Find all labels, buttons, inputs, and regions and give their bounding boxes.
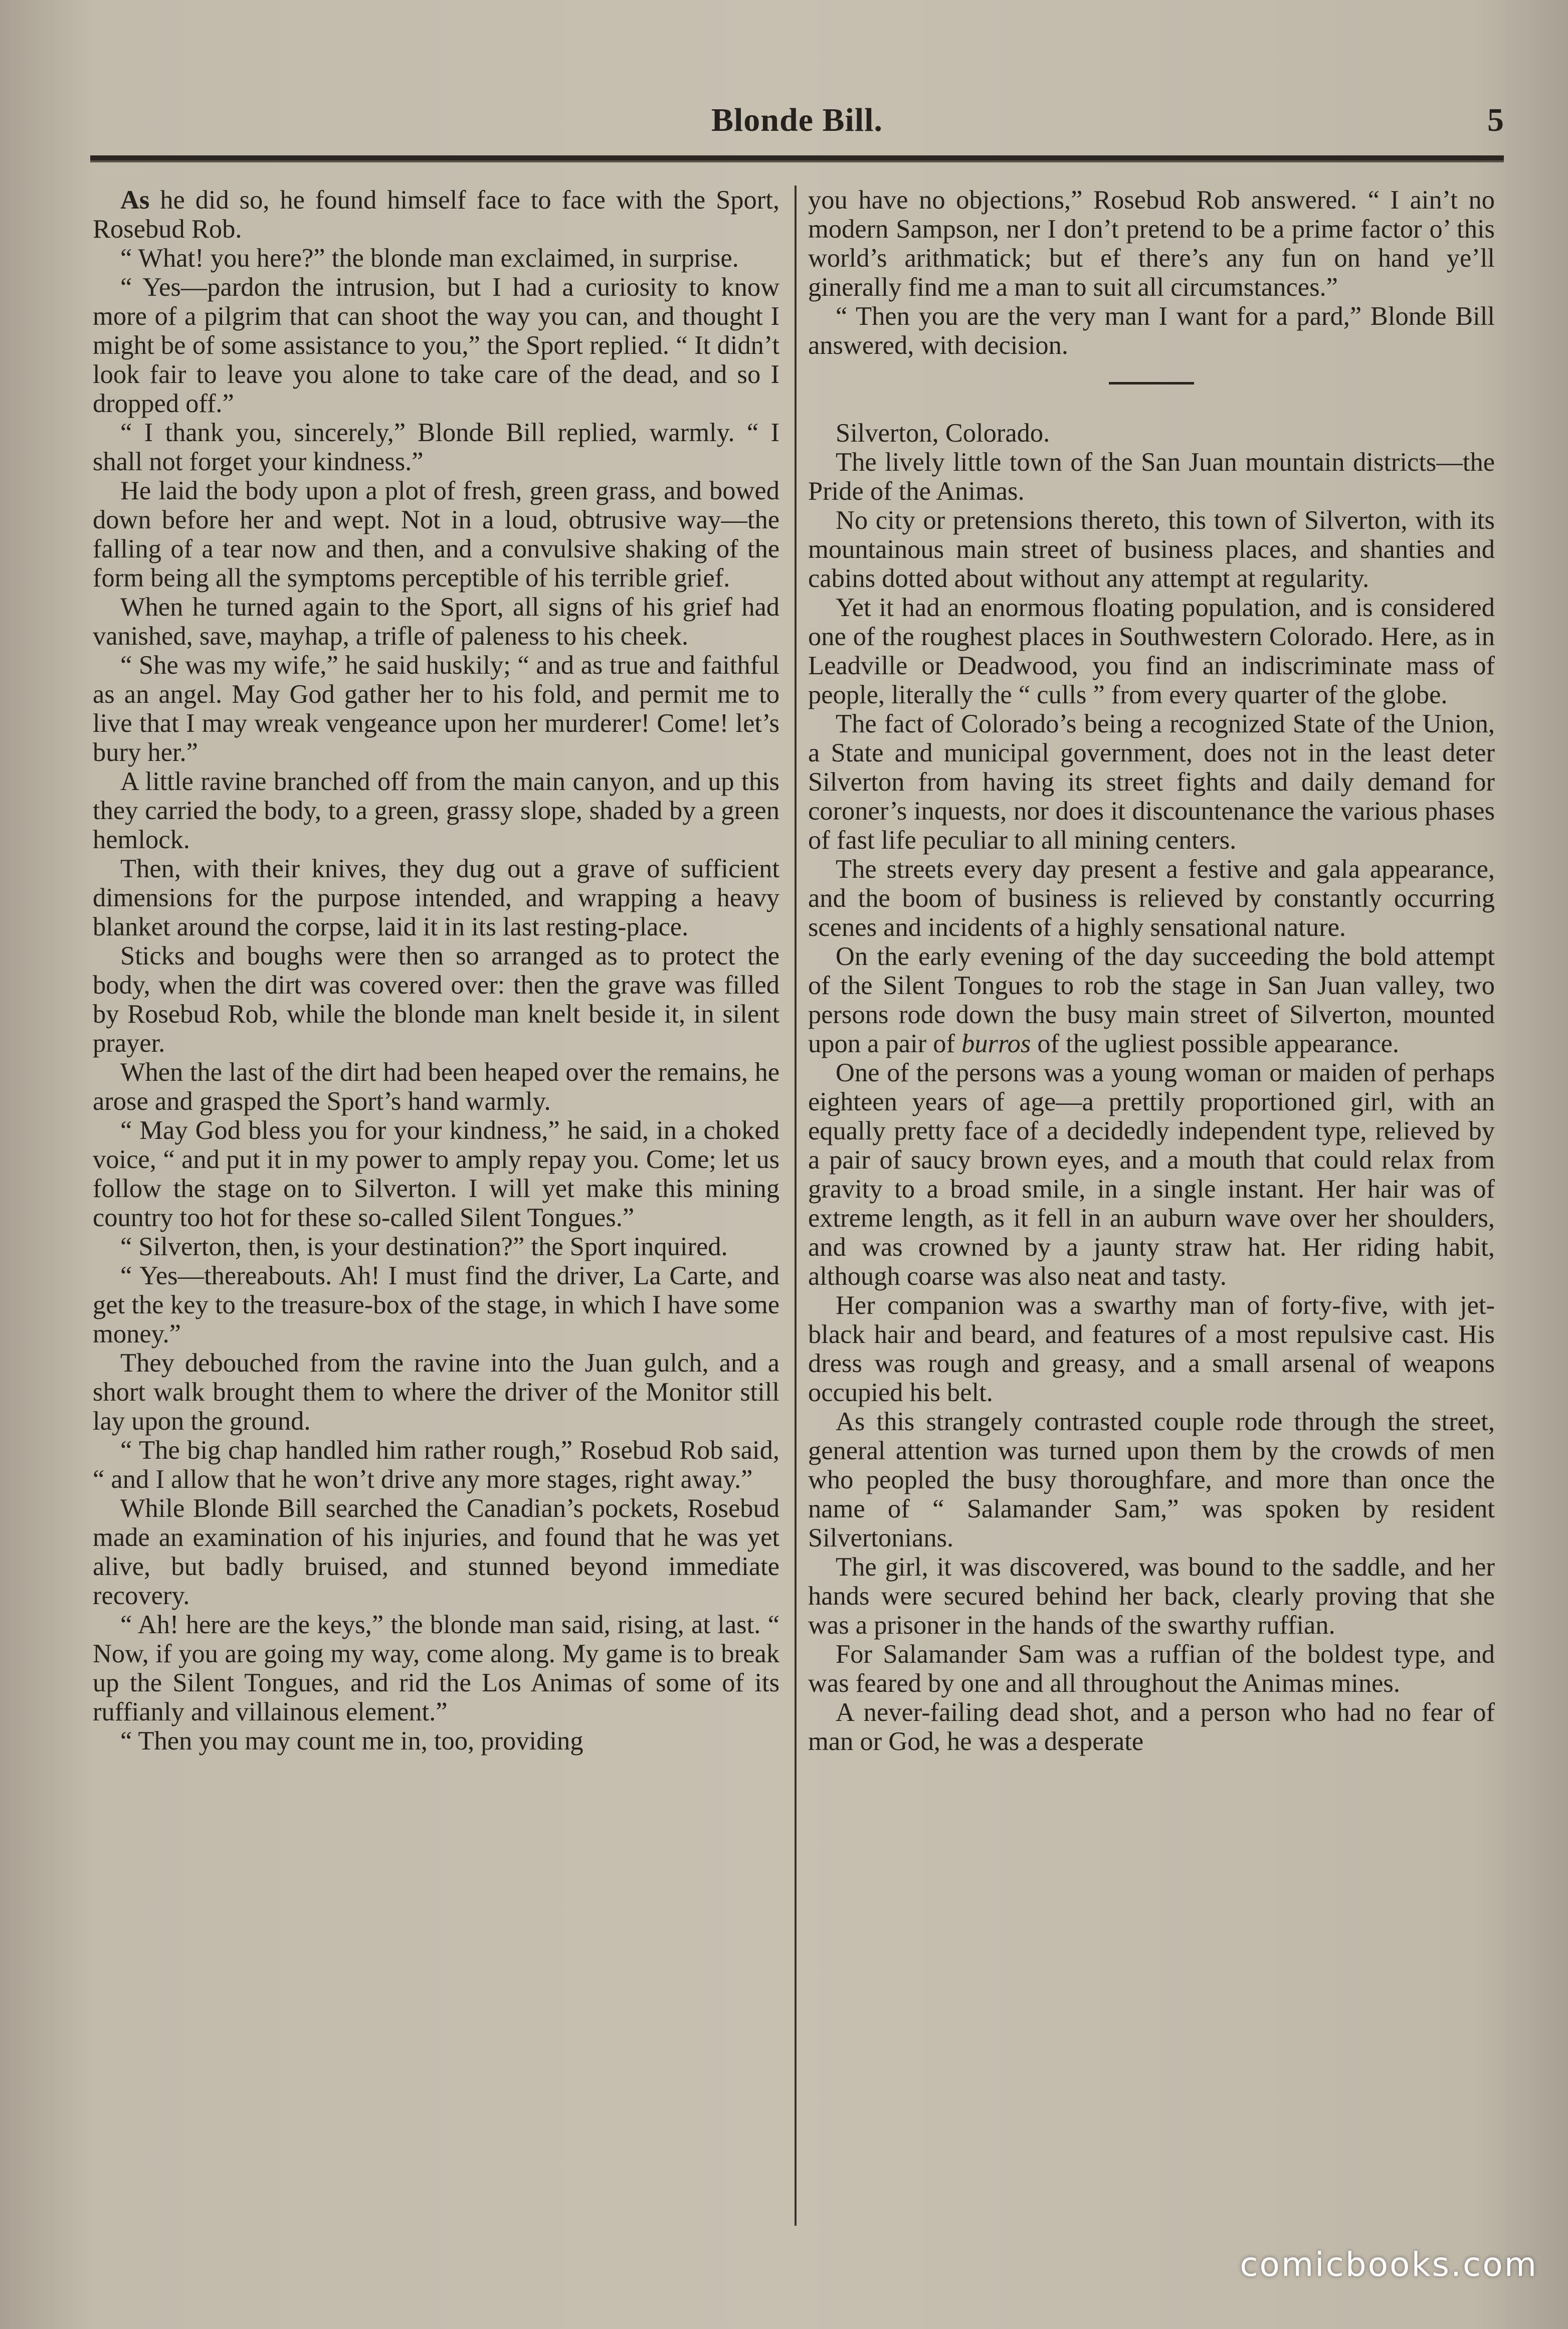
paragraph: The streets every day present a festive and gala appearance, and the boom of business is relieved by constantly occurring scenes and incidents of a highly sensational nature. (808, 855, 1495, 942)
opening-word: As (120, 185, 150, 215)
paragraph: The fact of Colorado’s being a recognized State of the Union, a State and municipal government, does not in the least deter Silverton from having its street fights and daily demand for coroner’s inquests, nor does it discountenance the various phases of fast life peculiar to all mining centers. (808, 709, 1495, 855)
paragraph: “ Then you are the very man I want for a pard,” Blonde Bill answered, with decision. (808, 302, 1495, 360)
paragraph: Then, with their knives, they dug out a grave of sufficient dimensions for the purpose intended, and wrapping a heavy blanket around the corpse, laid it in its last resting-place. (93, 854, 779, 941)
paragraph: “ Silverton, then, is your destination?” the Sport inquired. (120, 1232, 728, 1261)
paragraph: “ What! you here?” the blonde man exclaimed, in surprise. (120, 244, 739, 273)
paragraph: you have no objections,” Rosebud Rob answered. “ I ain’t no modern Sampson, ner I don’t pretend to be a prime factor o’ this world’s arithmatick; but ef there’s any fun on hand ye’ll ginerally find me a man to suit all circumstances.” (808, 185, 1495, 302)
left-column (93, 185, 779, 2226)
paragraph (808, 942, 1495, 1058)
paragraph: They debouched from the ravine into the Juan gulch, and a short walk brought them to where the driver of the Monitor still lay upon the ground. (93, 1348, 779, 1436)
paragraph: When the last of the dirt had been heaped over the remains, he arose and grasped the Sport’s hand warmly. (93, 1058, 779, 1116)
paragraph: “ She was my wife,” he said huskily; “ and as true and faithful as an angel. May God gather her to his fold, and permit me to live that I may wreak vengeance upon her murderer! Come! let’s bury her.” (93, 651, 779, 767)
paragraph-text: he did so, he found himself face to face with the Sport, Rosebud Rob. (93, 185, 779, 244)
section-break-rule (1109, 382, 1194, 384)
paragraph: He laid the body upon a plot of fresh, green grass, and bowed down before her and wept. Not in a loud, obtrusive way—the falling of a tear now and then, and a convulsive shaking of the form being all the symptoms perceptible of his terrible grief. (93, 476, 779, 593)
running-title: Blonde Bill. (711, 102, 883, 138)
paragraph: For Salamander Sam was a ruffian of the boldest type, and was feared by one and all throughout the Animas mines. (808, 1640, 1495, 1698)
paragraph: The lively little town of the San Juan mountain districts—the Pride of the Animas. (808, 448, 1495, 506)
paragraph: “ I thank you, sincerely,” Blonde Bill replied, warmly. “ I shall not forget your kindness.” (93, 418, 779, 476)
paragraph: Sticks and boughs were then so arranged as to protect the body, when the dirt was covered over: then the grave was filled by Rosebud Rob, while the blonde man knelt beside it, in silent prayer. (93, 941, 779, 1058)
paragraph (93, 185, 779, 244)
paragraph: When he turned again to the Sport, all signs of his grief had vanished, save, mayhap, a trifle of paleness to his cheek. (93, 593, 779, 651)
header-rule (90, 155, 1504, 162)
paragraph: While Blonde Bill searched the Canadian’s pockets, Rosebud made an examination of his injuries, and found that he was yet alive, but badly bruised, and stunned beyond immediate recovery. (93, 1494, 779, 1610)
paragraph: “ Yes—pardon the intrusion, but I had a curiosity to know more of a pilgrim that can shoot the way you can, and thought I might be of some assistance to you,” the Sport replied. “ It didn’t look fair to leave you alone to take care of the dead, and so I dropped off.” (93, 273, 779, 418)
paragraph: Her companion was a swarthy man of forty-five, with jet-black hair and beard, and features of a most repulsive cast. His dress was rough and greasy, and a small arsenal of weapons occupied his belt. (808, 1291, 1495, 1407)
paragraph: As this strangely contrasted couple rode through the street, general attention was turned upon them by the crowds of men who peopled the busy thoroughfare, and more than once the name of “ Salamander Sam,” was spoken by resident Silvertonians. (808, 1407, 1495, 1552)
paragraph: A little ravine branched off from the main canyon, and up this they carried the body, to a green, grassy slope, shaded by a green hemlock. (93, 767, 779, 854)
page-header (90, 95, 1504, 145)
watermark: comicbooks.com (1240, 2245, 1538, 2284)
column-divider (795, 185, 797, 2226)
paragraph: “ The big chap handled him rather rough,” Rosebud Rob said, “ and I allow that he won’t drive any more stages, right away.” (93, 1436, 779, 1494)
paragraph: “ Then you may count me in, too, providing (120, 1726, 583, 1756)
paragraph: “ May God bless you for your kindness,” he said, in a choked voice, “ and put it in my power to amply repay you. Come; let us follow the stage on to Silverton. I will yet make this mining country too hot for these so-called Silent Tongues.” (93, 1116, 779, 1232)
paragraph: “ Yes—thereabouts. Ah! I must find the driver, La Carte, and get the key to the treasure-box of the stage, in which I have some money.” (93, 1261, 779, 1348)
paragraph: A never-failing dead shot, and a person who had no fear of man or God, he was a desperate (808, 1698, 1495, 1756)
paragraph-text: On the early evening of the day succeeding the bold attempt of the Silent Tongues to rob the stage in San Juan valley, two persons rode down the busy main street of Silverton, mounted upon a pair of (808, 942, 1495, 1058)
paragraph: Yet it had an enormous floating population, and is considered one of the roughest places in Southwestern Colorado. Here, as in Leadville or Deadwood, you find an indiscriminate mass of people, literally the “ culls ” from every quarter of the globe. (808, 593, 1495, 709)
paragraph: The girl, it was discovered, was bound to the saddle, and her hands were secured behind her back, clearly proving that she was a prisoner in the hands of the swarthy ruffian. (808, 1552, 1495, 1640)
dateline: Silverton, Colorado. (836, 419, 1050, 448)
paragraph: “ Ah! here are the keys,” the blonde man said, rising, at last. “ Now, if you are going my way, come along. My game is to break up the Silent Tongues, and rid the Los Animas of some of its ruffianly and villainous element.” (93, 1610, 779, 1726)
page-number: 5 (1487, 102, 1504, 138)
right-column (808, 185, 1495, 2226)
italic-word: burros (961, 1029, 1031, 1058)
paragraph: One of the persons was a young woman or maiden of perhaps eighteen years of age—a prettily proportioned girl, with an equally pretty face of a decidedly independent type, relieved by a pair of saucy brown eyes, and a mouth that could relax from gravity to a broad smile, in a single instant. Her hair was of extreme length, as it fell in an auburn wave over her shoulders, and was crowned by a jaunty straw hat. Her riding habit, although coarse was also neat and tasty. (808, 1058, 1495, 1291)
paragraph-text: of the ugliest possible appearance. (1031, 1029, 1400, 1058)
paragraph: No city or pretensions thereto, this town of Silverton, with its mountainous main street of business places, and shanties and cabins dotted about without any attempt at regularity. (808, 506, 1495, 593)
